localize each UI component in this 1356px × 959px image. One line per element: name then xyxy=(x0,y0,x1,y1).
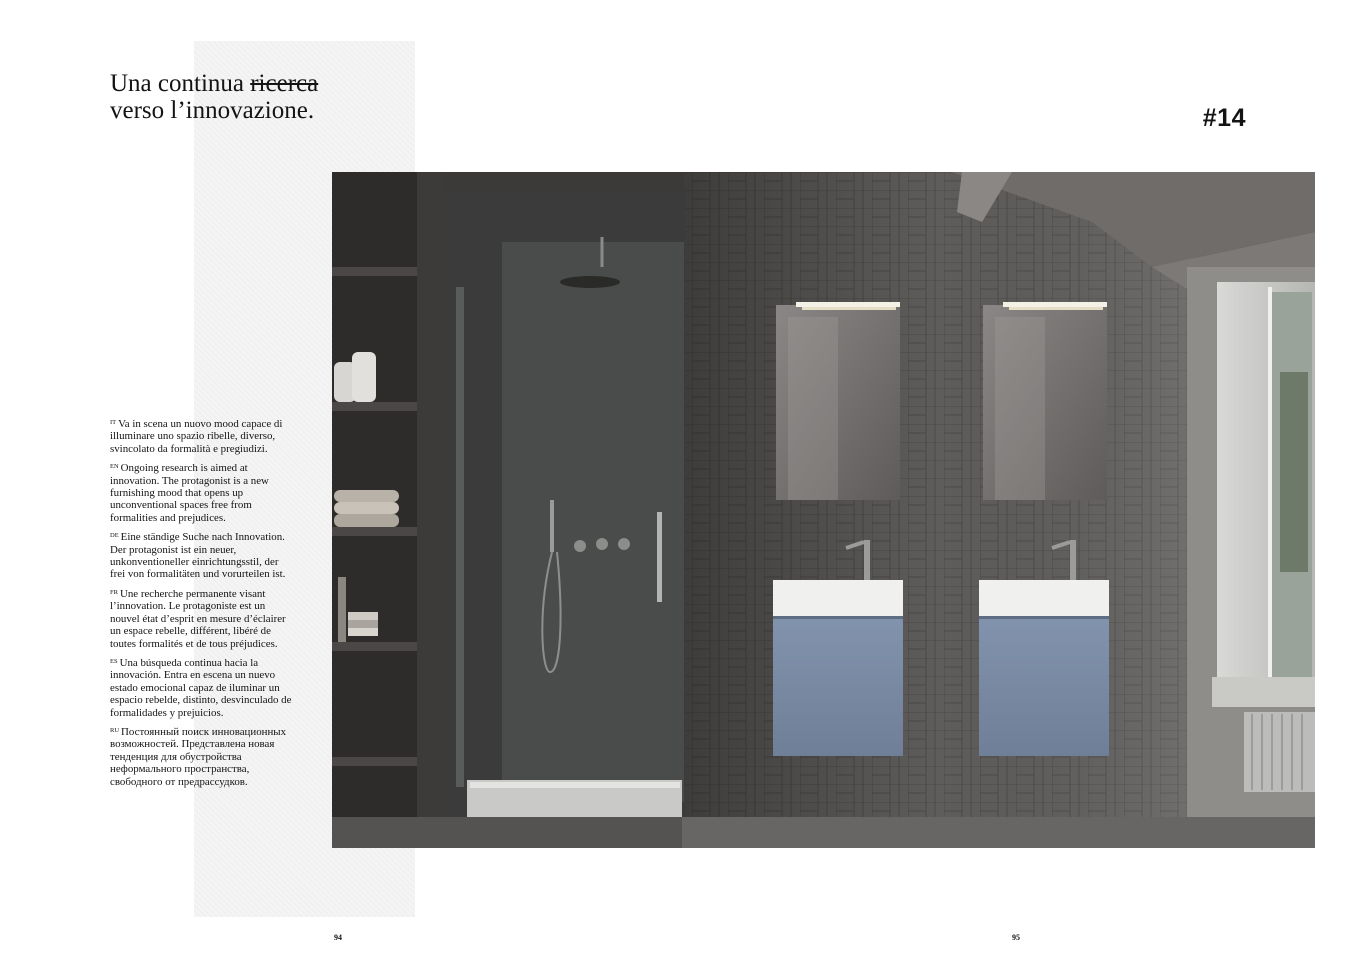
headline-start: Una continua xyxy=(110,70,251,97)
page-number-right: 95 xyxy=(1012,933,1020,942)
paragraph-fr xyxy=(110,587,295,650)
paragraph-text: Постоянный поиск инновационных возможностей. Представлена новая тенденция для обустройства неформального пространства, свободного от предрассудков. xyxy=(110,725,287,788)
paragraph-text: Une recherche permanente visant l’innovation. Le protagoniste est un nouvel état d’esprit en mesure d’éclairer un espace rebelle, différent, libéré de toutes formalités et de tous préjudices. xyxy=(110,587,286,650)
paragraph-es xyxy=(110,656,295,719)
paragraph-text: Eine ständige Suche nach Innovation. Der protagonist ist ein neuer, unkonventioneller einrichtungsstil, der frei von formalitäten und vorurteilen ist. xyxy=(110,531,286,581)
paragraph-ru xyxy=(110,725,295,788)
paragraph-text: Va in scena un nuovo mood capace di illuminare uno spazio ribelle, diverso, svincolato da formalità e pregiudizi. xyxy=(110,418,283,455)
multilingual-text xyxy=(110,417,295,794)
paragraph-en xyxy=(110,461,295,524)
collection-number: #14 xyxy=(1202,104,1246,132)
paragraph-text: Una búsqueda continua hacia la innovación. Entra en escena un nuevo estado emocional capaz de iluminar un espacio rebelde, distinto, desvinculado de formalidades y prejuicios. xyxy=(110,656,292,719)
language-code: IT xyxy=(110,419,117,426)
paragraph-it xyxy=(110,417,295,455)
page-number-left: 94 xyxy=(334,933,342,942)
language-code: DE xyxy=(110,532,119,540)
headline-end: verso l’innovazione. xyxy=(110,97,315,124)
paragraph-text: Ongoing research is aimed at innovation. The protagonist is a new furnishing mood that opens up unconventional spaces free from formalities and prejudices. xyxy=(110,462,269,524)
headline xyxy=(110,70,440,124)
language-code: RU xyxy=(110,726,120,734)
language-code: EN xyxy=(110,463,119,471)
language-code: FR xyxy=(110,588,118,596)
language-code: ES xyxy=(110,657,118,665)
paragraph-de xyxy=(110,530,295,581)
headline-struck-word: ricerca xyxy=(250,70,319,97)
bathroom-photo xyxy=(332,172,1315,848)
